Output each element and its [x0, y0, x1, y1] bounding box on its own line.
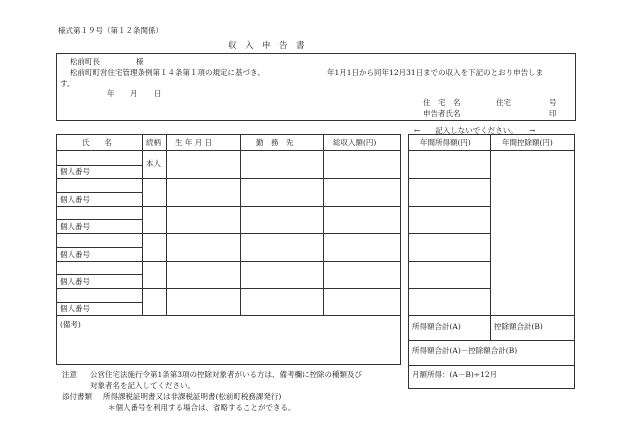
caution-line-1: 公営住宅法施行令第1条第3項の控除対象者がいる方は、備考欄に控除の種類及び [90, 370, 363, 379]
date-month-label: 月 [130, 89, 138, 98]
housing-number-label: 号 [549, 98, 557, 107]
monthly-income-label: 月額所得：(A－B)÷12月 [412, 370, 498, 379]
col-annual-deduction-header: 年間控除額(円) [502, 138, 553, 147]
remarks-label: (備考) [60, 320, 81, 329]
id-number-label: 個人番号 [60, 222, 90, 231]
declaration-box [56, 53, 576, 121]
attachment-line-1: 所得課税証明書又は非課税証明書(松前町税務課発行) [103, 392, 282, 401]
caution-line-2: 対象者名を記入してください。 [90, 381, 195, 390]
intro-line-2: す。 [60, 79, 75, 88]
id-number-label: 個人番号 [60, 167, 90, 176]
form-title: 収 入 申 告 書 [228, 41, 305, 51]
applicant-name-label: 申告者氏名 [423, 109, 461, 118]
intro-line-1b: 年1月1日から同年12月31日までの収入を下記のとおり申告しま [327, 68, 544, 77]
housing-name-label: 住 宅 名 [423, 98, 461, 107]
attachment-line-2: ＊個人番号を利用する場合は、省略することができる。 [108, 403, 296, 412]
id-number-label: 個人番号 [60, 250, 90, 259]
seal-label: 印 [549, 109, 557, 118]
self-relation-cell: 本人 [146, 159, 161, 168]
col-relation-header: 続柄 [146, 138, 161, 147]
col-annual-income-header: 年間所得額(円) [420, 138, 471, 147]
date-year-label: 年 [107, 89, 115, 98]
attachment-label: 添付書類 [62, 392, 92, 401]
id-number-label: 個人番号 [60, 277, 90, 286]
do-not-fill-note: ← 記入しないでください。 → [414, 126, 536, 135]
col-workplace-header: 勤 務 先 [256, 138, 294, 147]
income-total-label: 所得額合計(A) [412, 322, 461, 331]
deduction-total-label: 控除額合計(B) [494, 322, 543, 331]
caution-label: 注意 [62, 370, 77, 379]
form-number: 様式第１９号（第１２条関係） [58, 26, 163, 35]
id-number-label: 個人番号 [60, 304, 90, 313]
household-table [56, 134, 401, 365]
col-birthdate-header: 生 年 月 日 [175, 138, 213, 147]
addressee-honorific: 様 [136, 57, 144, 66]
col-total-income-header: 総収入額(円) [333, 138, 377, 147]
intro-line-1a: 松前町町営住宅管理条例第１４条第１項の規定に基づき、 [70, 68, 265, 77]
net-total-label: 所得額合計(A)－控除額合計(B) [412, 346, 518, 355]
date-day-label: 日 [154, 89, 162, 98]
housing-label: 住宅 [496, 98, 511, 107]
addressee-town: 松前町長 [70, 57, 100, 66]
col-name-header: 氏 名 [82, 138, 112, 147]
id-number-label: 個人番号 [60, 195, 90, 204]
